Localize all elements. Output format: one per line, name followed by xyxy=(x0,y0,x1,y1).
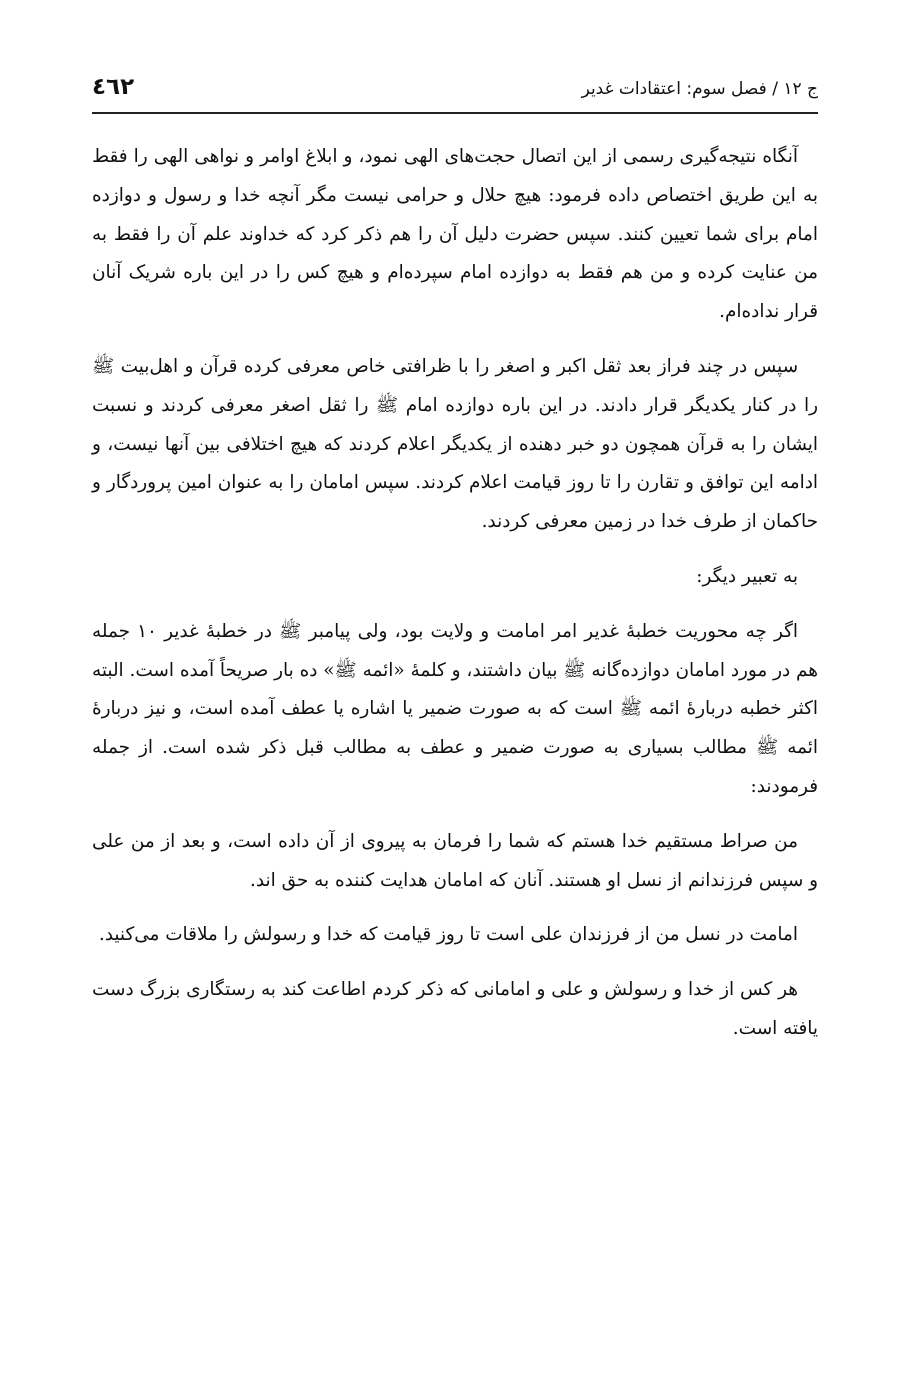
page-number: ٤٦٢ xyxy=(92,74,135,100)
quote-paragraph: امامت در نسل من از فرزندان علی است تا روز قیامت که خدا و رسولش را ملاقات می‌کنید. xyxy=(98,924,798,946)
quote-paragraph: هر کس از خدا و رسولش و علی و امامانی که ذکر کردم اطاعت کند به رستگاری بزرگ دست یافته است. xyxy=(92,979,818,1039)
paragraph: سپس در چند فراز بعد ثقل اکبر و اصغر را با ظرافتی خاص معرفی کرده قرآن و اهل‌بیت ﷺ را در کنار یکدیگر قرار دادند. در این باره دوازده امام ﷺ را ثقل اصغر معرفی کردند و نسبت ایشان را به قرآن همچون دو خبر دهنده از یکدیگر اعلام کردند که هیچ اختلافی بین آنها نیست، و ادامه این توافق و تقارن را تا روز قیامت اعلام کردند. سپس امامان را به عنوان امین پروردگار و حاکمان از طرف خدا در زمین معرفی کردند. xyxy=(92,355,818,533)
quote-paragraph: من صراط مستقیم خدا هستم که شما را فرمان به پیروی از آن داده است، و بعد از من علی و سپس فرزندانم از نسل او هستند. آنان که امامان هدایت کننده به حق اند. xyxy=(92,830,818,891)
page-header xyxy=(92,64,818,114)
paragraph: به تعبیر دیگر: xyxy=(696,565,798,587)
running-title: ج ۱۲ / فصل سوم: اعتقادات غدیر xyxy=(581,79,818,99)
paragraph: اگر چه محوریت خطبۀ غدیر امر امامت و ولایت بود، ولی پیامبر ﷺ در خطبۀ غدیر ۱۰ جمله هم در مورد امامان دوازده‌گانه ﷺ بیان داشتند، و کلمۀ «ائمه ﷺ» ده بار صریحاً آمده است. البته اکثر خطبه دربارۀ ائمه ﷺ است که به صورت ضمیر یا اشاره یا عطف آمده است، و نیز دربارۀ ائمه ﷺ مطالب بسیاری به صورت ضمیر و عطف به مطالب قبل ذکر شده است. از جمله فرمودند: xyxy=(92,620,818,797)
paragraph: آنگاه نتیجه‌گیری رسمی از این اتصال حجت‌های الهی نمود، و ابلاغ اوامر و نواهی الهی را فقط به این طریق اختصاص داده فرمود: هیچ حلال و حرامی نیست مگر آنچه خدا و رسول و دوازده امام برای شما تعیین کنند. سپس حضرت دلیل آن را هم ذکر کرد که خداوند علم آن را فقط به من عنایت کرده و من هم فقط به دوازده امام سپرده‌ام و هیچ کس را در این باره شریک آنان قرار نداده‌ام. xyxy=(92,146,818,323)
page-body xyxy=(92,138,818,1065)
